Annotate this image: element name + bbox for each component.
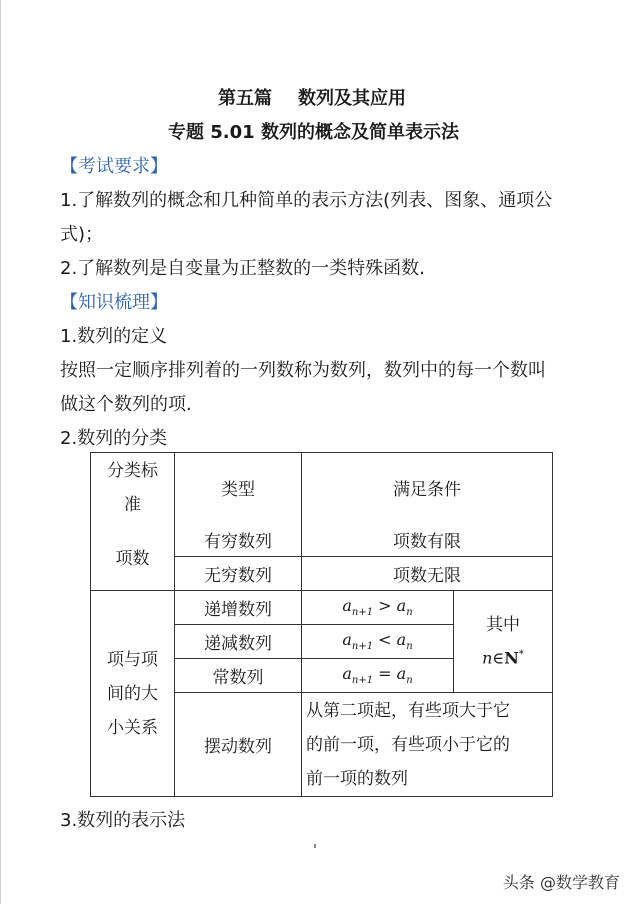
- table-row: [91, 591, 553, 625]
- part-title: 第五篇: [218, 88, 272, 109]
- type-infinite: 无穷数列: [175, 557, 302, 591]
- group-magnitude-label: [91, 591, 175, 797]
- classification-table: [90, 452, 553, 797]
- part-title-line: [218, 84, 406, 110]
- table-row: [91, 523, 553, 557]
- type-increasing: 递增数列: [175, 591, 302, 625]
- header-type: 类型: [175, 453, 302, 523]
- requirement-1-line2: 式)；: [60, 224, 104, 245]
- table-header-row: [91, 453, 553, 523]
- page-left-edge: [0, 0, 1, 904]
- oscillating-desc-line1: 从第二项起，有些项大于它: [306, 700, 510, 721]
- part-subtitle: 数列及其应用: [298, 88, 406, 109]
- condition-decreasing: $a_{n+1} < a_n$: [302, 625, 454, 659]
- definition-line2: 做这个数列的项.: [60, 394, 192, 415]
- condition-constant: $a_{n+1} = a_n$: [302, 659, 454, 693]
- group-magnitude-line3: 小关系: [107, 717, 158, 738]
- definition-heading: 1.数列的定义: [60, 326, 168, 347]
- requirement-1-line1: 1.了解数列的概念和几种简单的表示方法(列表、图象、通项公: [60, 190, 553, 211]
- header-category-line2: 准: [124, 494, 141, 515]
- type-constant: 常数列: [175, 659, 302, 693]
- group-magnitude-line2: 间的大: [107, 683, 158, 704]
- condition-oscillating: [302, 693, 553, 797]
- requirement-2: 2.了解数列是自变量为正整数的一类特殊函数.: [60, 258, 425, 279]
- oscillating-desc-line2: 的前一项，有些项小于它的: [306, 734, 510, 755]
- natural-number-note: [454, 591, 553, 693]
- type-finite: 有穷数列: [175, 523, 302, 557]
- classification-heading: 2.数列的分类: [60, 428, 168, 449]
- note-line1: 其中: [486, 614, 520, 635]
- definition-line1: 按照一定顺序排列着的一列数称为数列，数列中的每一个数叫: [60, 360, 546, 381]
- page-mark: [314, 844, 316, 848]
- group-term-count-label: 项数: [91, 523, 175, 591]
- condition-finite: 项数有限: [302, 523, 553, 557]
- note-line2: n∈N*: [482, 648, 524, 668]
- representation-heading: 3.数列的表示法: [60, 810, 186, 831]
- condition-infinite: 项数无限: [302, 557, 553, 591]
- type-decreasing: 递减数列: [175, 625, 302, 659]
- watermark: 头条 @数学教育: [502, 873, 620, 892]
- header-category-line1: 分类标: [107, 460, 158, 481]
- group-magnitude-line1: 项与项: [107, 649, 158, 670]
- exam-requirements-heading: 【考试要求】: [60, 156, 168, 177]
- header-condition: 满足条件: [302, 453, 553, 523]
- condition-increasing: $a_{n+1} > a_n$: [302, 591, 454, 625]
- header-category: [91, 453, 175, 523]
- topic-title: 专题 5.01 数列的概念及简单表示法: [168, 122, 459, 143]
- knowledge-review-heading: 【知识梳理】: [60, 292, 168, 313]
- oscillating-desc-line3: 前一项的数列: [306, 768, 408, 789]
- type-oscillating: 摆动数列: [175, 693, 302, 797]
